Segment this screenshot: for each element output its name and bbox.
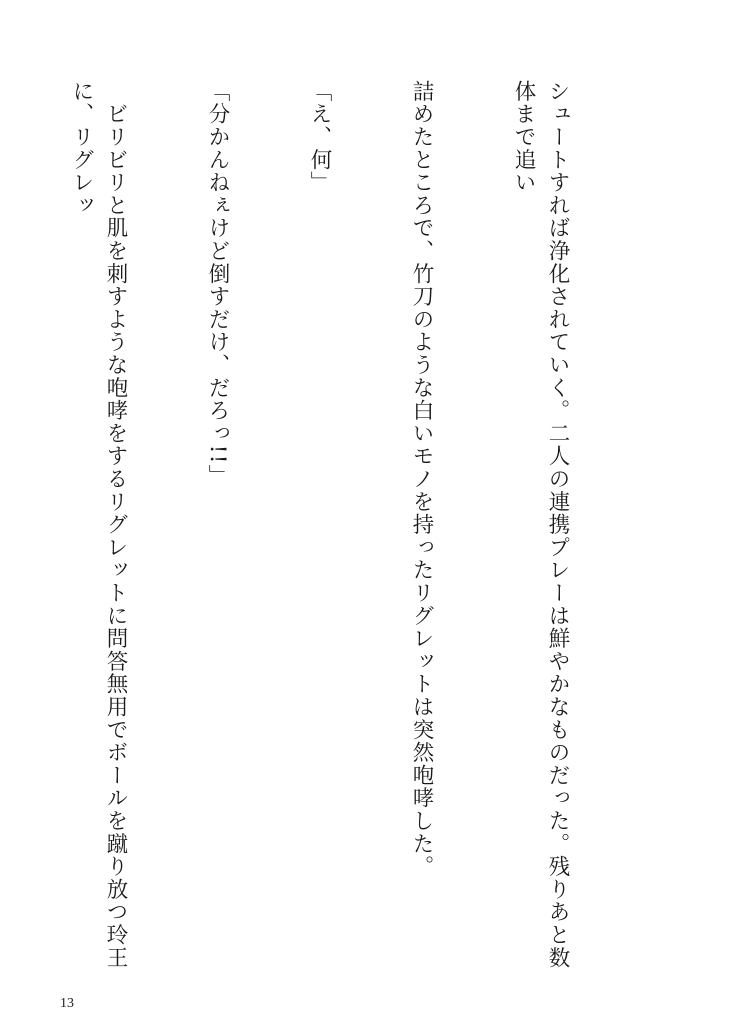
- vertical-text-body: [42, 80, 642, 970]
- text-line: 「分かんねぇけど倒すだけ、だろっ!!」: [205, 80, 230, 488]
- text-line: 「え、何」: [307, 80, 332, 194]
- text-line: 詰めたところで、竹刀のような白いモノを持ったリグレットは突然咆哮した。: [409, 80, 434, 878]
- text-line: シュートすれば浄化されていく。二人の連携プレーは鮮やかなものだった。残りあと数体まで追い: [511, 80, 570, 970]
- text-line: ビリビリと肌を刺すような咆哮をするリグレットに問答無用でボールを蹴り放つ玲王に、リグレッ: [69, 80, 128, 970]
- page-number: 13: [60, 996, 74, 1011]
